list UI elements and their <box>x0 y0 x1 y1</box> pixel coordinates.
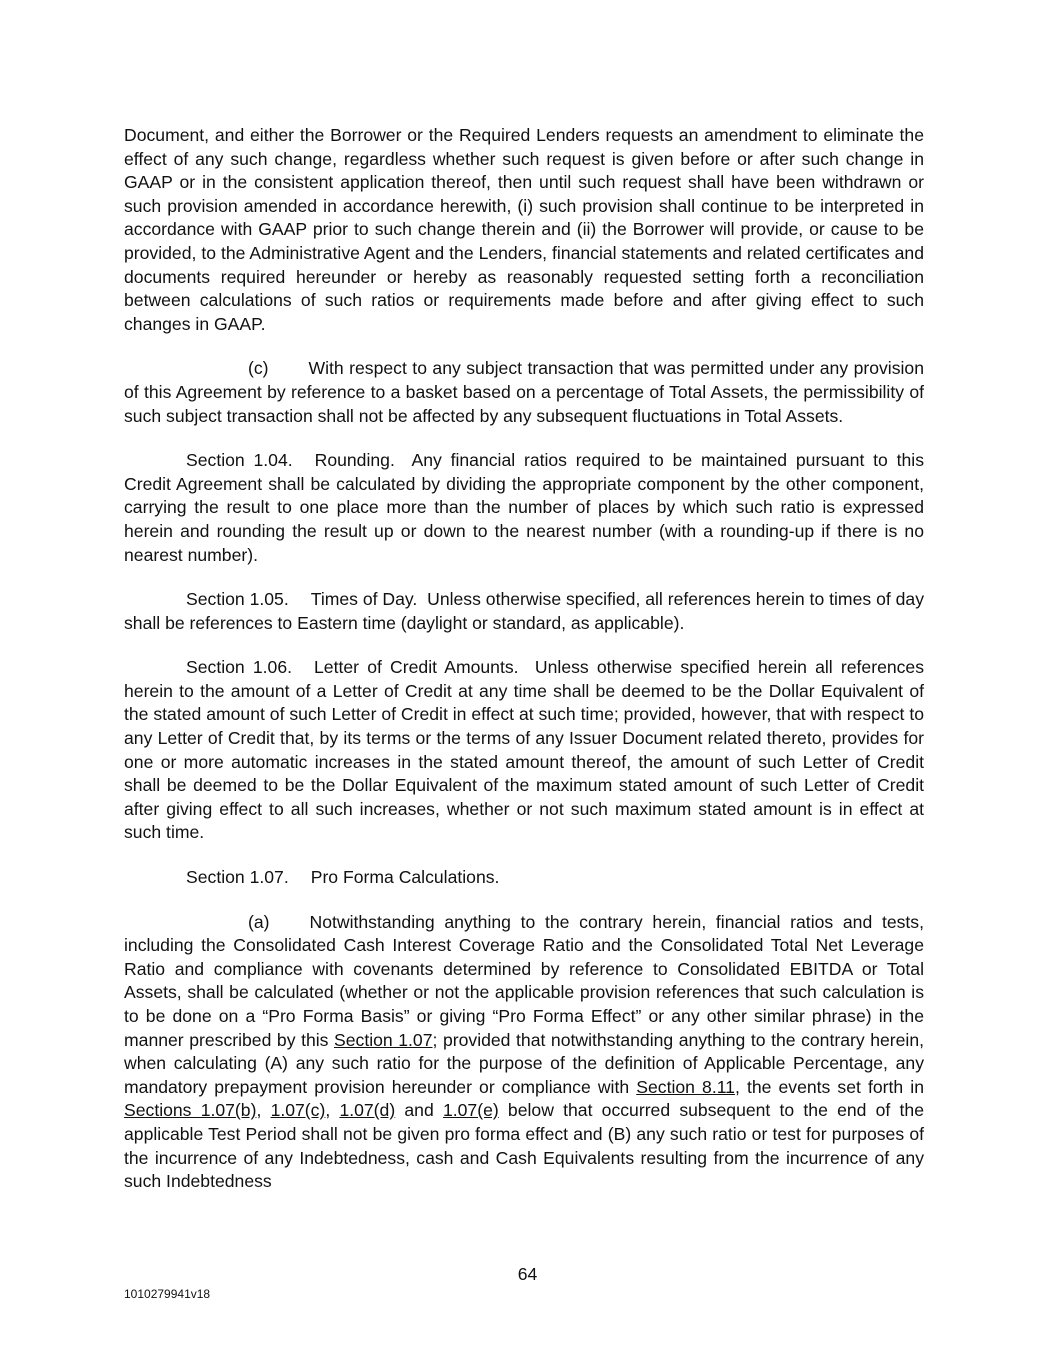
section-title: Times of Day. <box>310 589 418 610</box>
section-1-06-letter-of-credit-amounts <box>124 656 924 845</box>
clause-text: , <box>325 1100 340 1121</box>
clause-text: With respect to any subject transaction that was permitted under any provision of this Agreement by reference to a basket based on a percentage of Total Assets, the permissibility of such subject transaction shall not be affected by any subsequent fluctuations in Total Assets. <box>124 358 924 426</box>
paragraph-a-pro-forma <box>124 911 924 1194</box>
clause-marker: (c) <box>248 358 269 379</box>
section-text: Any financial ratios required to be maintained pursuant to this Credit Agreement shall be calculated by dividing the appropriate component by the other component, carrying the result to one place more than the number of places by which such ratio is expressed herein and rounding the result up or down to the nearest number (with a rounding-up if there is no nearest number). <box>124 450 924 565</box>
clause-text: and <box>395 1100 443 1121</box>
section-reference-link[interactable]: Section 1.07 <box>334 1029 433 1050</box>
clause-text: Notwithstanding anything to the contrary herein, financial ratios and tests, including the Consolidated Cash Interest Coverage Ratio and the Consolidated Total Net Leverage Ratio and compliance with covenants determined by reference to Consolidated EBITDA or Total Assets, shall be calculated (whether or not the applicable provision references that such calculation is to be done on a “Pro Forma Basis” or giving “Pro Forma Effect” or any other similar phrase) in the manner prescribed by this <box>124 911 924 1050</box>
clause-text: , <box>256 1100 271 1121</box>
document-body <box>124 124 924 1215</box>
section-reference-link[interactable]: 1.07(d) <box>339 1100 396 1121</box>
document-id: 1010279941v18 <box>124 1287 211 1301</box>
section-1-07-pro-forma-calculations <box>124 866 924 890</box>
section-1-05-times-of-day <box>124 588 924 635</box>
clause-text: below that occurred subsequent to the end of the applicable Test Period shall not be given pro forma effect and (B) any such ratio or test for purposes of the incurrence of any Indebtedness, cash and Cash Equivalents resulting from the incurrence of any such Indebtedness <box>124 1100 924 1192</box>
clause-marker: (a) <box>248 911 270 932</box>
section-title: Letter of Credit Amounts. <box>314 657 519 678</box>
section-reference-link[interactable]: 1.07(c) <box>270 1100 326 1121</box>
section-text: Unless otherwise specified herein all references herein to the amount of a Letter of Credit at any time shall be deemed to be the Dollar Equivalent of the stated amount of such Letter of Credit in effect at such time; provided, however, that with respect to any Letter of Credit that, by its terms or the terms of any Issuer Document related thereto, provides for one or more automatic increases in the stated amount thereof, the amount of such Letter of Credit shall be deemed to be the Dollar Equivalent of the maximum stated amount of such Letter of Credit after giving effect to all such increases, whether or not such maximum stated amount is in effect at such time. <box>124 657 925 843</box>
section-title: Rounding. <box>314 450 395 471</box>
page-number: 64 <box>517 1264 538 1284</box>
section-reference-link[interactable]: Section 8.11 <box>636 1076 735 1097</box>
section-number: Section 1.04. <box>186 450 293 471</box>
section-number: Section 1.05. <box>186 589 289 610</box>
clause-text: , the events set forth in <box>734 1076 924 1097</box>
section-text: Unless otherwise specified, all references herein to times of day shall be references to Eastern time (daylight or standard, as applicable). <box>124 589 925 633</box>
section-reference-link[interactable]: 1.07(e) <box>442 1100 499 1121</box>
section-title: Pro Forma Calculations. <box>310 867 500 888</box>
section-number: Section 1.06. <box>186 657 293 678</box>
paragraph-c-total-assets <box>124 357 924 428</box>
clause-text: ; provided that notwithstanding anything to the contrary herein, when calculating (A) any such ratio for the purpose of the definition of Applicable Percentage, any mandatory prepayment provision hereunder or compliance with <box>124 1029 924 1097</box>
paragraph-gaap-continuation: Document, and either the Borrower or the Required Lenders requests an amendment to eliminate the effect of any such change, regardless whether such request is given before or after such change in GAAP or in the consistent application thereof, then until such request shall have been withdrawn or such provision amended in accordance herewith, (i) such provision shall continue to be interpreted in accordance with GAAP prior to such change therein and (ii) the Borrower will provide, or cause to be provided, to the Administrative Agent and the Lenders, financial statements and related certificates and documents required hereunder or hereby as reasonably requested setting forth a reconciliation between calculations of such ratios or requirements made before and after giving effect to such changes in GAAP. <box>124 125 924 334</box>
section-1-04-rounding <box>124 449 924 567</box>
section-number: Section 1.07. <box>186 867 289 888</box>
section-reference-link[interactable]: Sections 1.07(b) <box>124 1100 257 1121</box>
